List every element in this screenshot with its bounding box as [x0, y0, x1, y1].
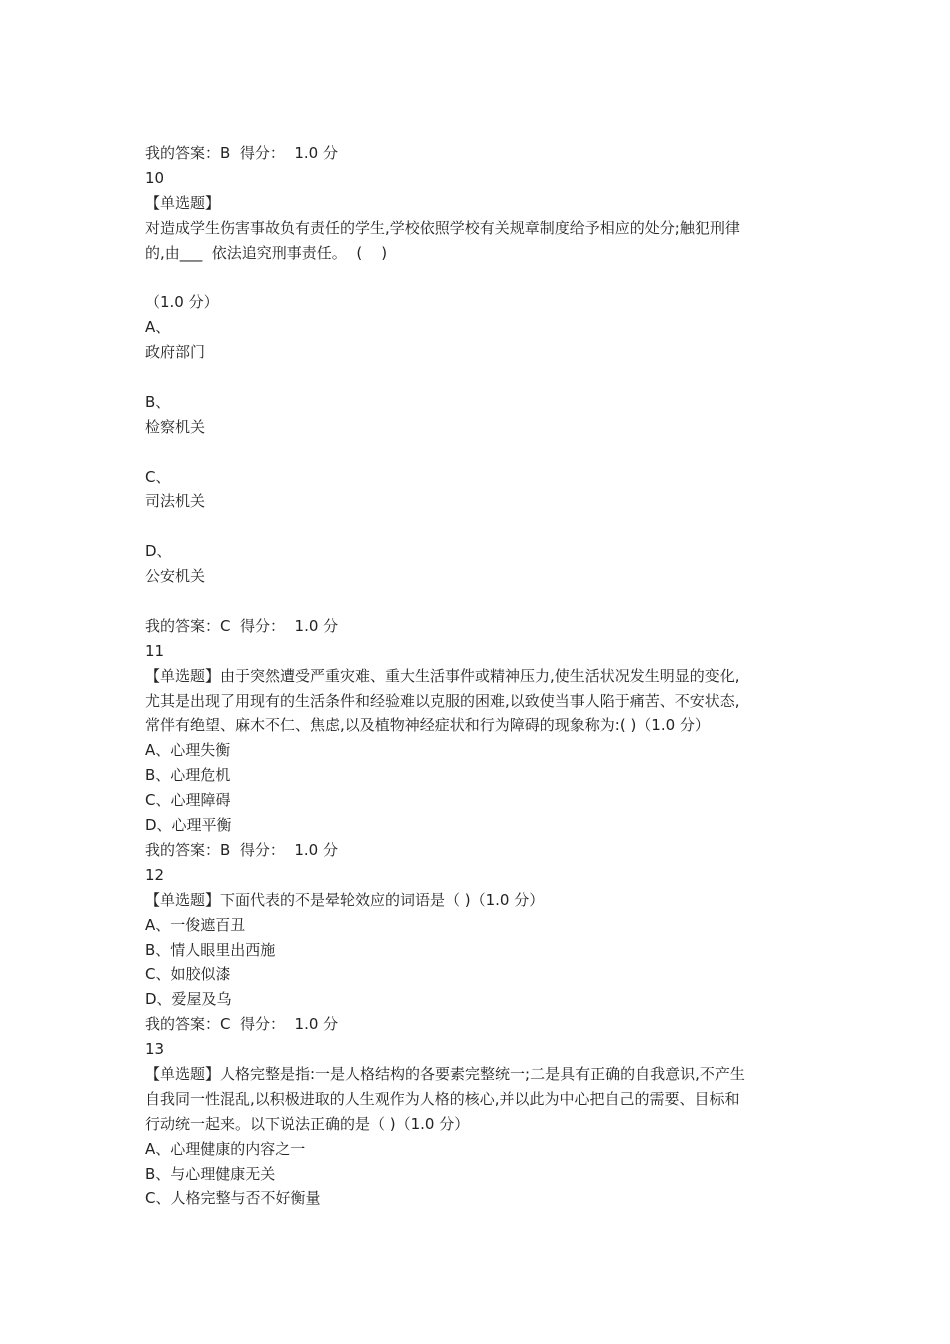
blank-line: [145, 265, 815, 290]
blank-line: [145, 365, 815, 390]
text-line: （1.0 分）: [145, 293, 219, 312]
option-line: C、心理障碍: [145, 791, 231, 810]
blank-line: [145, 589, 815, 614]
option-line: D、: [145, 542, 172, 561]
answer-score-line: 我的答案：B 得分： 1.0 分: [145, 840, 338, 859]
blank-line: [145, 514, 815, 539]
option-line: C、人格完整与否不好衡量: [145, 1189, 321, 1208]
option-line: A、心理健康的内容之一: [145, 1139, 306, 1158]
answer-score-line: 我的答案：C 得分： 1.0 分: [145, 616, 339, 635]
text-line: 常伴有绝望、麻木不仁、焦虑,以及植物神经症状和行为障碍的现象称为:( )（1.0 分）: [145, 716, 710, 735]
text-line: 的,由___ 依法追究刑事责任。 ( ): [145, 243, 388, 262]
question-number: 12: [145, 865, 165, 884]
text-line: 行动统一起来。以下说法正确的是（ )（1.0 分）: [145, 1114, 470, 1133]
answer-score-line: 我的答案：B 得分： 1.0 分: [145, 144, 338, 162]
option-line: A、心理失衡: [145, 741, 231, 760]
question-number: 10: [145, 168, 165, 187]
text-line: 尤其是出现了用现有的生活条件和经验难以克服的困难,以致使当事人陷于痛苦、不安状态,: [145, 691, 740, 710]
option-line: B、心理危机: [145, 766, 231, 785]
question-stem: 【单选题】由于突然遭受严重灾难、重大生活事件或精神压力,使生活状况发生明显的变化,: [145, 666, 740, 685]
option-line: C、: [145, 467, 171, 486]
text-line: 检察机关: [145, 417, 206, 436]
question-number: 13: [145, 1040, 165, 1059]
blank-line: [145, 440, 815, 465]
option-line: B、与心理健康无关: [145, 1164, 276, 1183]
option-line: A、一俊遮百丑: [145, 915, 246, 934]
option-line: A、: [145, 318, 171, 337]
text-line: 自我同一性混乱,以积极进取的人生观作为人格的核心,并以此为中心把自己的需要、目标和: [145, 1089, 740, 1108]
question-number: 11: [145, 641, 165, 660]
option-line: B、情人眼里出西施: [145, 940, 276, 959]
answer-score-line: 我的答案：C 得分： 1.0 分: [145, 1015, 339, 1034]
text-line: 政府部门: [145, 343, 206, 362]
document-content: [145, 141, 815, 1211]
question-stem: 【单选题】: [145, 193, 221, 212]
option-line: B、: [145, 392, 171, 411]
question-stem: 【单选题】人格完整是指:一是人格结构的各要素完整统一;二是具有正确的自我意识,不产生: [145, 1064, 745, 1083]
option-line: D、心理平衡: [145, 816, 232, 835]
text-line: 对造成学生伤害事故负有责任的学生,学校依照学校有关规章制度给予相应的处分;触犯刑律: [145, 218, 740, 237]
text-line: 公安机关: [145, 567, 206, 586]
question-stem: 【单选题】下面代表的不是晕轮效应的词语是（ )（1.0 分）: [145, 890, 545, 909]
option-line: D、爱屋及乌: [145, 990, 232, 1009]
text-line: 司法机关: [145, 492, 206, 511]
option-line: C、如胶似漆: [145, 965, 231, 984]
